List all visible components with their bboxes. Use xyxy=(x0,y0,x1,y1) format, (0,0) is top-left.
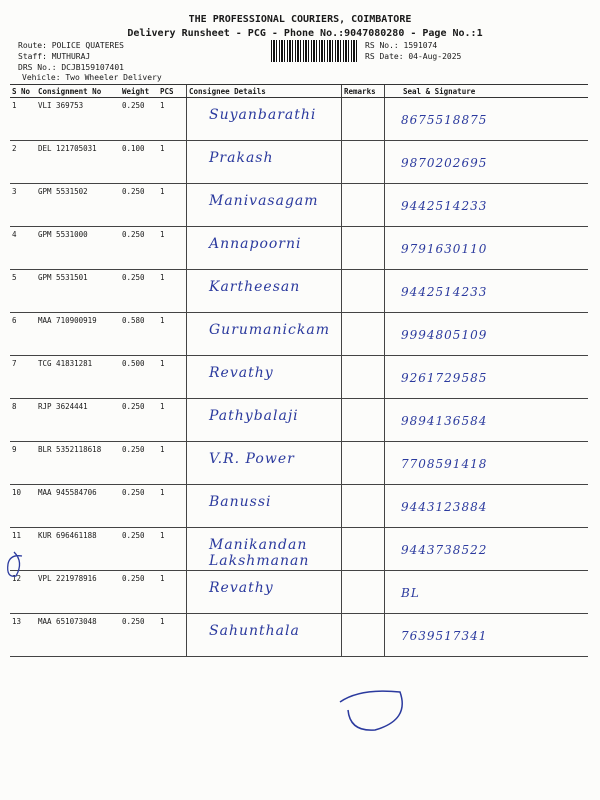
cell-pcs: 1 xyxy=(158,571,187,614)
cell-remarks xyxy=(342,399,385,442)
cell-sno: 10 xyxy=(10,485,36,528)
handwritten-signature: 7708591418 xyxy=(401,457,488,471)
cell-consignment-no: MAA 651073048 xyxy=(36,614,120,657)
cell-consignee xyxy=(187,399,342,442)
cell-consignee xyxy=(187,356,342,399)
cell-sno: 12 xyxy=(10,571,36,614)
table-header-row xyxy=(10,85,588,98)
cell-remarks xyxy=(342,227,385,270)
col-remarks: Remarks xyxy=(342,85,385,98)
handwritten-consignee: Manivasagam xyxy=(209,193,319,209)
cell-consignment-no: KUR 696461188 xyxy=(36,528,120,571)
barcode xyxy=(271,40,357,62)
cell-weight: 0.250 xyxy=(120,485,158,528)
cell-signature xyxy=(385,356,589,399)
handwritten-signature: 7639517341 xyxy=(401,629,488,643)
table-row xyxy=(10,141,588,184)
cell-pcs: 1 xyxy=(158,485,187,528)
runsheet-table xyxy=(10,84,588,657)
handwritten-consignee: Prakash xyxy=(209,150,274,166)
cell-sno: 4 xyxy=(10,227,36,270)
cell-consignment-no: TCG 41831281 xyxy=(36,356,120,399)
handwritten-consignee: Manikandan Lakshmanan xyxy=(209,537,310,569)
handwritten-consignee: Banussi xyxy=(209,494,272,510)
cell-weight: 0.580 xyxy=(120,313,158,356)
cell-consignee xyxy=(187,614,342,657)
col-pcs: PCS xyxy=(158,85,187,98)
table-row xyxy=(10,184,588,227)
cell-remarks xyxy=(342,442,385,485)
cell-signature xyxy=(385,399,589,442)
handwritten-consignee: Gurumanickam xyxy=(209,322,330,338)
cell-consignment-no: VLI 369753 xyxy=(36,98,120,141)
col-consignment: Consignment No xyxy=(36,85,120,98)
cell-consignment-no: BLR 5352118618 xyxy=(36,442,120,485)
cell-weight: 0.250 xyxy=(120,528,158,571)
cell-consignee xyxy=(187,313,342,356)
handwritten-signature: 9994805109 xyxy=(401,328,488,342)
cell-consignee xyxy=(187,485,342,528)
cell-weight: 0.250 xyxy=(120,184,158,227)
cell-signature xyxy=(385,313,589,356)
cell-consignee xyxy=(187,184,342,227)
handwritten-signature: 9791630110 xyxy=(401,242,488,256)
handwritten-signature: 8675518875 xyxy=(401,113,488,127)
table-row xyxy=(10,356,588,399)
vehicle-label: Vehicle: Two Wheeler Delivery xyxy=(22,73,162,82)
table-row xyxy=(10,442,588,485)
cell-consignee xyxy=(187,528,342,571)
cell-pcs: 1 xyxy=(158,98,187,141)
cell-remarks xyxy=(342,356,385,399)
cell-pcs: 1 xyxy=(158,270,187,313)
handwritten-consignee: Sahunthala xyxy=(209,623,300,639)
cell-consignment-no: GPM 5531501 xyxy=(36,270,120,313)
col-weight: Weight xyxy=(120,85,158,98)
cell-weight: 0.250 xyxy=(120,227,158,270)
rs-number: RS No.: 1591074 xyxy=(365,41,438,50)
cell-signature xyxy=(385,442,589,485)
handwritten-signature: 9443123884 xyxy=(401,500,488,514)
cell-pcs: 1 xyxy=(158,141,187,184)
rs-date: RS Date: 04-Aug-2025 xyxy=(365,52,462,61)
cell-remarks xyxy=(342,313,385,356)
cell-pcs: 1 xyxy=(158,356,187,399)
handwritten-consignee: Kartheesan xyxy=(209,279,301,295)
table-row xyxy=(10,614,588,657)
cell-sno: 1 xyxy=(10,98,36,141)
handwritten-consignee: Revathy xyxy=(209,365,274,381)
cell-consignee xyxy=(187,442,342,485)
staff-label: Staff: MUTHURAJ xyxy=(18,52,91,61)
cell-pcs: 1 xyxy=(158,184,187,227)
cell-signature xyxy=(385,227,589,270)
cell-sno: 6 xyxy=(10,313,36,356)
handwritten-consignee: Revathy xyxy=(209,580,274,596)
cell-weight: 0.500 xyxy=(120,356,158,399)
cell-weight: 0.250 xyxy=(120,614,158,657)
cell-signature xyxy=(385,571,589,614)
cell-pcs: 1 xyxy=(158,227,187,270)
handwritten-signature: 9442514233 xyxy=(401,199,488,213)
cell-sno: 13 xyxy=(10,614,36,657)
cell-sno: 7 xyxy=(10,356,36,399)
cell-remarks xyxy=(342,528,385,571)
col-sno: S No xyxy=(10,85,36,98)
document-title: THE PROFESSIONAL COURIERS, COIMBATORE xyxy=(188,14,412,25)
cell-remarks xyxy=(342,270,385,313)
cell-consignment-no: GPM 5531000 xyxy=(36,227,120,270)
handwritten-consignee: V.R. Power xyxy=(209,451,295,467)
cell-consignment-no: GPM 5531502 xyxy=(36,184,120,227)
cell-consignee xyxy=(187,141,342,184)
handwritten-signature: BL xyxy=(401,586,420,600)
cell-weight: 0.100 xyxy=(120,141,158,184)
handwritten-mark xyxy=(330,680,420,740)
cell-signature xyxy=(385,184,589,227)
handwritten-signature: 9870202695 xyxy=(401,156,488,170)
cell-signature xyxy=(385,528,589,571)
cell-sno: 3 xyxy=(10,184,36,227)
cell-sno: 2 xyxy=(10,141,36,184)
handwritten-signature: 9443738522 xyxy=(401,543,488,557)
handwritten-signature: 9442514233 xyxy=(401,285,488,299)
cell-weight: 0.250 xyxy=(120,399,158,442)
cell-consignee xyxy=(187,98,342,141)
cell-consignment-no: RJP 3624441 xyxy=(36,399,120,442)
route-label: Route: POLICE QUATERES xyxy=(18,41,124,50)
col-signature: Seal & Signature xyxy=(385,85,589,98)
cell-consignee xyxy=(187,571,342,614)
handwritten-mark xyxy=(2,548,26,582)
document-subtitle: Delivery Runsheet - PCG - Phone No.:9047080280 - Page No.:1 xyxy=(127,28,483,39)
cell-remarks xyxy=(342,184,385,227)
cell-pcs: 1 xyxy=(158,399,187,442)
cell-signature xyxy=(385,485,589,528)
cell-remarks xyxy=(342,141,385,184)
table-row xyxy=(10,571,588,614)
cell-weight: 0.250 xyxy=(120,571,158,614)
cell-consignment-no: VPL 221978916 xyxy=(36,571,120,614)
handwritten-signature: 9894136584 xyxy=(401,414,488,428)
cell-signature xyxy=(385,98,589,141)
handwritten-consignee: Suyanbarathi xyxy=(209,107,317,123)
cell-consignment-no: MAA 710900919 xyxy=(36,313,120,356)
cell-pcs: 1 xyxy=(158,528,187,571)
cell-consignee xyxy=(187,227,342,270)
cell-remarks xyxy=(342,571,385,614)
col-consignee: Consignee Details xyxy=(187,85,342,98)
cell-sno: 11 xyxy=(10,528,36,571)
cell-consignee xyxy=(187,270,342,313)
cell-pcs: 1 xyxy=(158,313,187,356)
handwritten-consignee: Annapoorni xyxy=(209,236,302,252)
cell-consignment-no: DEL 121705031 xyxy=(36,141,120,184)
handwritten-consignee: Pathybalaji xyxy=(209,408,299,424)
handwritten-signature: 9261729585 xyxy=(401,371,488,385)
cell-signature xyxy=(385,614,589,657)
cell-weight: 0.250 xyxy=(120,270,158,313)
table-row xyxy=(10,98,588,141)
cell-remarks xyxy=(342,98,385,141)
table-row xyxy=(10,485,588,528)
table-row xyxy=(10,270,588,313)
cell-weight: 0.250 xyxy=(120,98,158,141)
cell-sno: 8 xyxy=(10,399,36,442)
table-row xyxy=(10,313,588,356)
cell-consignment-no: MAA 945584706 xyxy=(36,485,120,528)
cell-remarks xyxy=(342,485,385,528)
cell-signature xyxy=(385,141,589,184)
cell-weight: 0.250 xyxy=(120,442,158,485)
table-row xyxy=(10,399,588,442)
table-row xyxy=(10,528,588,571)
cell-sno: 9 xyxy=(10,442,36,485)
table-row xyxy=(10,227,588,270)
cell-remarks xyxy=(342,614,385,657)
cell-signature xyxy=(385,270,589,313)
cell-pcs: 1 xyxy=(158,614,187,657)
drs-label: DRS No.: DCJB159107401 xyxy=(18,63,124,72)
cell-pcs: 1 xyxy=(158,442,187,485)
cell-sno: 5 xyxy=(10,270,36,313)
